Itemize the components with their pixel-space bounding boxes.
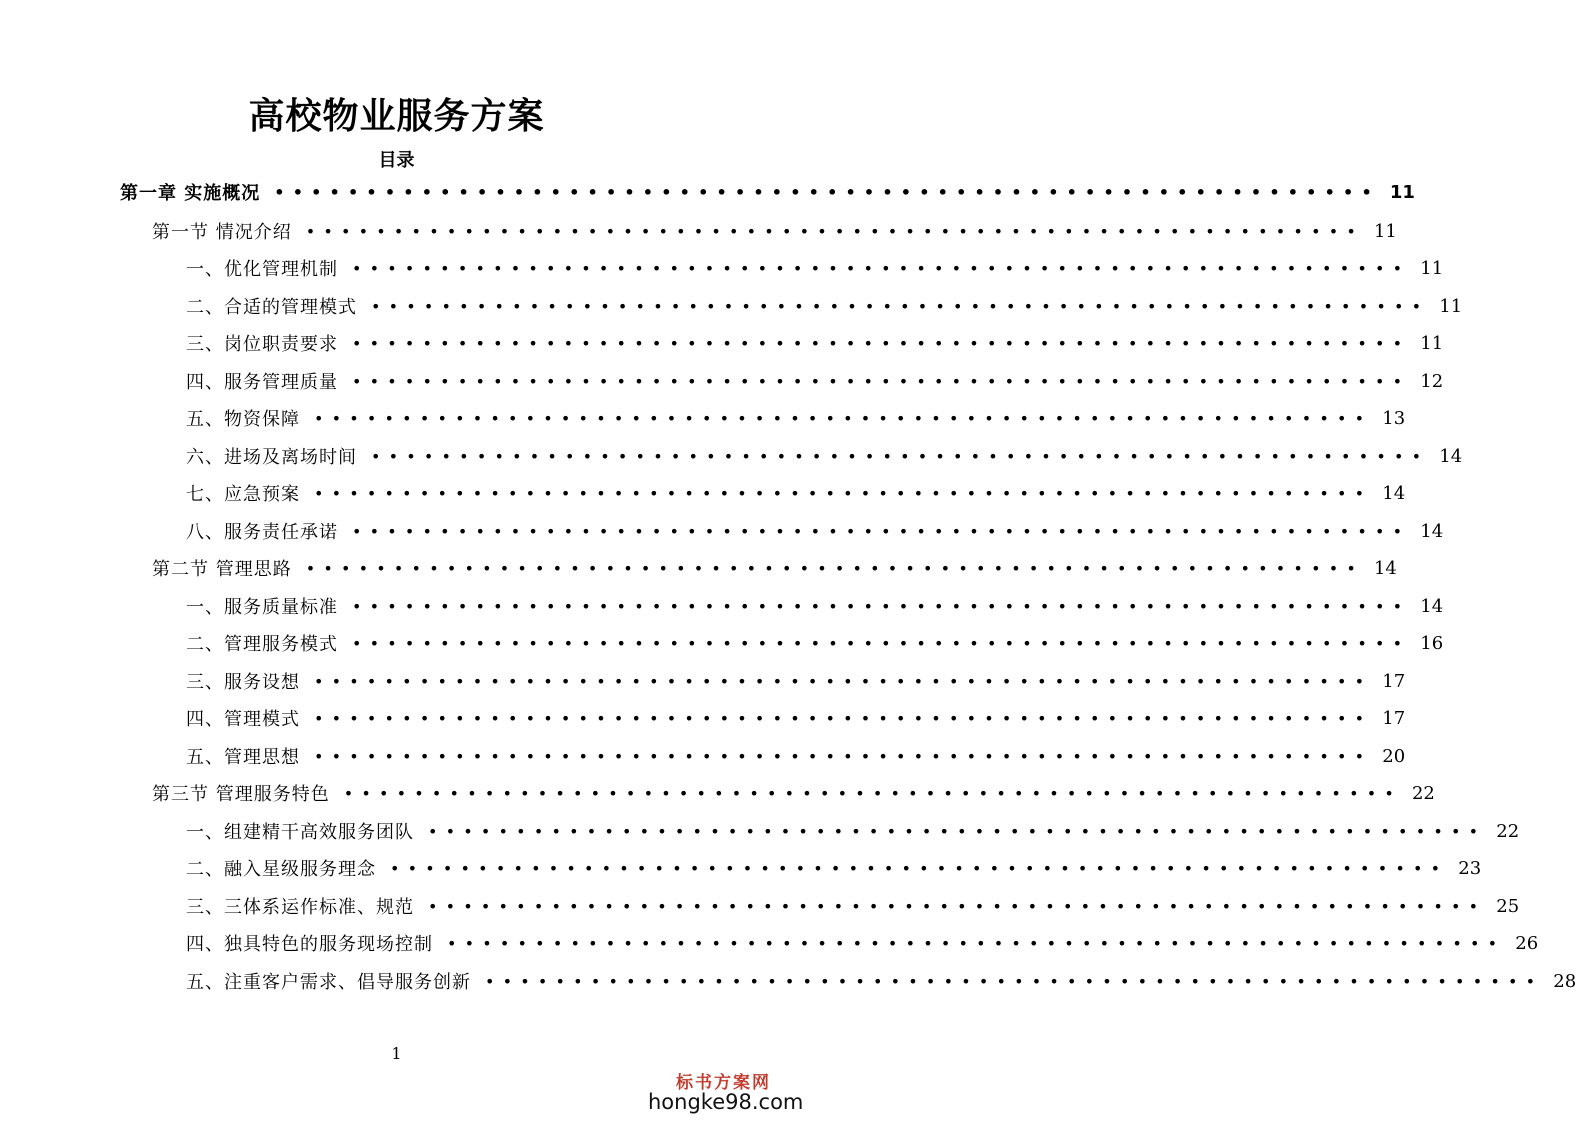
toc-entry-page: 28 (1553, 970, 1576, 992)
toc-entry-page: 14 (1382, 482, 1406, 504)
toc-entry-page: 11 (1439, 295, 1463, 317)
toc-entry-label: 二、管理服务模式 (186, 634, 338, 655)
toc-entry-label: 一、优化管理机制 (186, 259, 338, 280)
toc-entry-page: 16 (1420, 632, 1444, 654)
toc-entry-label: 六、进场及离场时间 (186, 447, 357, 468)
toc-subsection-entry[interactable] (186, 852, 1482, 884)
toc-entry-page: 11 (1389, 181, 1415, 203)
toc-subsection-entry[interactable] (186, 702, 1406, 734)
toc-entry-label: 二、合适的管理模式 (186, 297, 357, 318)
toc-leader-dots: •••••••••••••••••••••••••••••••••••••••••••••••••••••••••••• (428, 896, 1487, 916)
toc-subsection-entry[interactable] (186, 252, 1444, 284)
toc-leader-dots: •••••••••••••••••••••••••••••••••••••••••••••••••••••••••••• (343, 783, 1402, 803)
toc-entry-page: 22 (1496, 820, 1520, 842)
toc-subsection-entry[interactable] (186, 477, 1406, 509)
toc-subsection-entry[interactable] (186, 740, 1406, 772)
toc-heading: 目录 (378, 150, 415, 171)
toc-leader-dots: •••••••••••••••••••••••••••••••••••••••••••••••••••••••••••• (447, 933, 1506, 953)
toc-subsection-entry[interactable] (186, 327, 1444, 359)
toc-leader-dots: •••••••••••••••••••••••••••••••••••••••••••••••••••••••••••• (352, 333, 1411, 353)
toc-entry-page: 13 (1382, 407, 1406, 429)
toc-entry-page: 20 (1382, 745, 1406, 767)
toc-leader-dots: •••••••••••••••••••••••••••••••••••••••••••••••••••••••••••• (314, 671, 1373, 691)
toc-entry-page: 14 (1439, 445, 1463, 467)
toc-entry-page: 17 (1382, 670, 1406, 692)
toc-leader-dots: •••••••••••••••••••••••••••••••••••••••••••••••••••••••••••• (305, 221, 1364, 241)
toc-subsection-entry[interactable] (186, 590, 1444, 622)
toc-entry-label: 二、融入星级服务理念 (186, 859, 376, 880)
toc-section-entry[interactable] (152, 777, 1435, 809)
toc-entry-page: 12 (1420, 370, 1444, 392)
toc-leader-dots: •••••••••••••••••••••••••••••••••••••••••••••••••••••••••••• (371, 296, 1430, 316)
toc-leader-dots: •••••••••••••••••••••••••••••••••••••••••••••••••••••••••••• (352, 371, 1411, 391)
toc-entry-page: 17 (1382, 707, 1406, 729)
toc-entry-label: 第一节 情况介绍 (152, 222, 292, 243)
toc-leader-dots: •••••••••••••••••••••••••••••••••••••••••••••••••••••••••••• (314, 408, 1373, 428)
toc-subsection-entry[interactable] (186, 890, 1520, 922)
document-title: 高校物业服务方案 (248, 96, 545, 137)
toc-leader-dots: •••••••••••••••••••••••••••••••••••••••••••••••••••••••••••• (352, 258, 1411, 278)
toc-entry-page: 11 (1373, 220, 1397, 242)
toc-subsection-entry[interactable] (186, 665, 1406, 697)
toc-entry-page: 22 (1411, 782, 1435, 804)
toc-leader-dots: •••••••••••••••••••••••••••••••••••••••••••••••••••••••••••• (371, 446, 1430, 466)
toc-leader-dots: •••••••••••••••••••••••••••••••••••••••••••••••••••••••••••• (305, 558, 1364, 578)
watermark-site-name: 标书方案网 (676, 1073, 771, 1093)
toc-entry-label: 五、管理思想 (186, 747, 300, 768)
toc-entry-label: 四、管理模式 (186, 709, 300, 730)
toc-entry-page: 11 (1420, 257, 1444, 279)
toc-section-entry[interactable] (152, 552, 1397, 584)
toc-subsection-entry[interactable] (186, 965, 1576, 997)
toc-entry-page: 26 (1515, 932, 1539, 954)
toc-leader-dots: •••••••••••••••••••••••••••••••••••••••••••••••••••••••••••• (485, 971, 1544, 991)
toc-leader-dots: •••••••••••••••••••••••••••••••••••••••••••••••••••••••••••• (352, 633, 1411, 653)
toc-leader-dots: •••••••••••••••••••••••••••••••••••••••••••••••••••••••••••• (352, 521, 1411, 541)
toc-chapter-entry[interactable] (120, 176, 1415, 208)
toc-subsection-entry[interactable] (186, 515, 1444, 547)
toc-leader-dots: •••••••••••••••••••••••••••••••••••••••••••••••••••••••••••• (352, 596, 1411, 616)
toc-subsection-entry[interactable] (186, 402, 1406, 434)
toc-entry-label: 一、组建精干高效服务团队 (186, 822, 414, 843)
toc-entry-page: 14 (1373, 557, 1397, 579)
toc-subsection-entry[interactable] (186, 815, 1520, 847)
toc-entry-label: 一、服务质量标准 (186, 597, 338, 618)
toc-entry-page: 14 (1420, 520, 1444, 542)
toc-leader-dots: •••••••••••••••••••••••••••••••••••••••••••••••••••••••••••• (274, 182, 1380, 202)
page-number: 1 (391, 1044, 402, 1063)
toc-entry-label: 七、应急预案 (186, 484, 300, 505)
toc-entry-page: 14 (1420, 595, 1444, 617)
toc-entry-label: 八、服务责任承诺 (186, 522, 338, 543)
toc-subsection-entry[interactable] (186, 365, 1444, 397)
toc-section-entry[interactable] (152, 215, 1397, 247)
toc-subsection-entry[interactable] (186, 440, 1463, 472)
toc-entry-page: 25 (1496, 895, 1520, 917)
toc-subsection-entry[interactable] (186, 627, 1444, 659)
toc-entry-label: 第三节 管理服务特色 (152, 784, 330, 805)
toc-entry-page: 11 (1420, 332, 1444, 354)
toc-leader-dots: •••••••••••••••••••••••••••••••••••••••••••••••••••••••••••• (314, 483, 1373, 503)
toc-entry-label: 五、注重客户需求、倡导服务创新 (186, 972, 471, 993)
toc-entry-label: 三、服务设想 (186, 672, 300, 693)
toc-entry-label: 第一章 实施概况 (120, 183, 261, 204)
toc-subsection-entry[interactable] (186, 927, 1539, 959)
toc-entry-label: 三、三体系运作标准、规范 (186, 897, 414, 918)
toc-entry-page: 23 (1458, 857, 1482, 879)
toc-leader-dots: •••••••••••••••••••••••••••••••••••••••••••••••••••••••••••• (314, 708, 1373, 728)
toc-entry-label: 三、岗位职责要求 (186, 334, 338, 355)
toc-leader-dots: •••••••••••••••••••••••••••••••••••••••••••••••••••••••••••• (390, 858, 1449, 878)
toc-subsection-entry[interactable] (186, 290, 1463, 322)
toc-leader-dots: •••••••••••••••••••••••••••••••••••••••••••••••••••••••••••• (314, 746, 1373, 766)
toc-entry-label: 第二节 管理思路 (152, 559, 292, 580)
toc-entry-label: 四、服务管理质量 (186, 372, 338, 393)
watermark-site-url: hongke98.com (648, 1090, 804, 1114)
toc-leader-dots: •••••••••••••••••••••••••••••••••••••••••••••••••••••••••••• (428, 821, 1487, 841)
toc-entry-label: 五、物资保障 (186, 409, 300, 430)
toc-entry-label: 四、独具特色的服务现场控制 (186, 934, 433, 955)
